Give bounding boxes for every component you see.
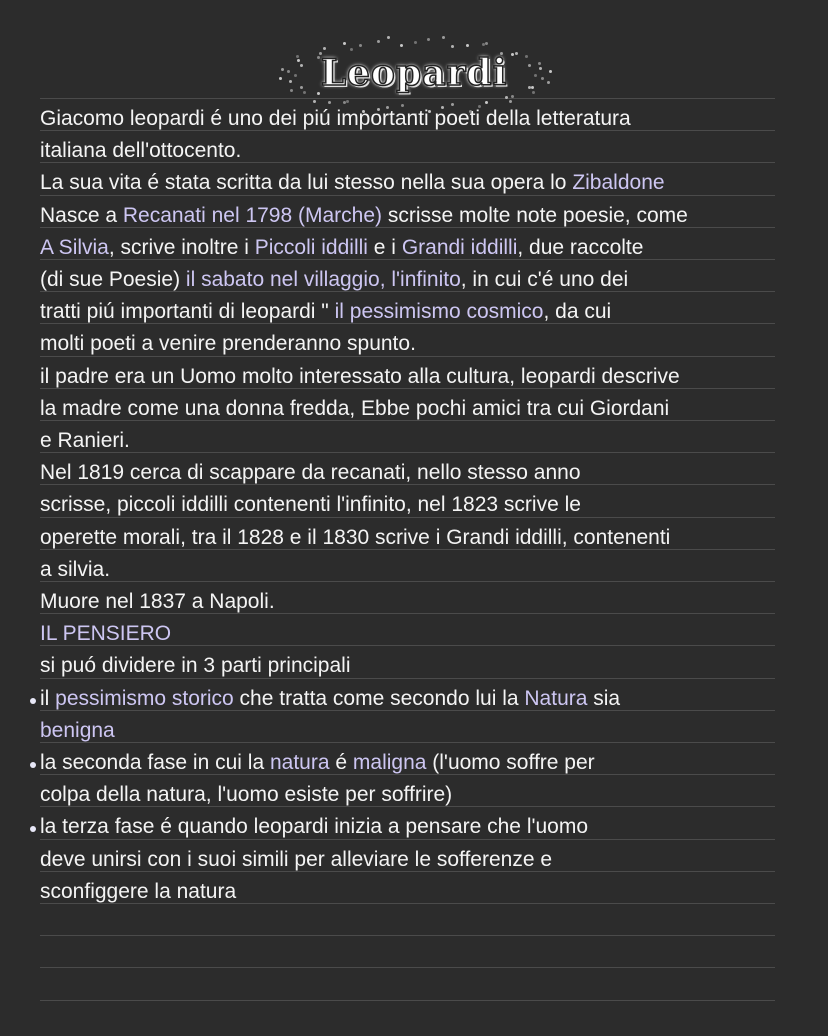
note-line [40,170,665,196]
ruled-line [40,581,775,582]
sparkle-dot [377,40,380,43]
ruled-line [40,935,775,936]
note-line [40,203,688,229]
sparkle-dot [346,100,349,103]
note-line [40,879,236,905]
note-text: , scrive inoltre i [108,235,255,259]
note-text: Nel 1819 cerca di scappare da recanati, nello stesso anno [40,461,581,485]
sparkle-dot [328,101,331,104]
note-text: scrisse molte note poesie, come [382,203,688,227]
sparkle-dot [387,36,390,39]
highlighted-text: Natura [524,686,588,710]
note-line [40,589,275,615]
highlighted-text: benigna [40,718,115,742]
note-text: e Ranieri. [40,429,130,452]
highlighted-text: il pessimismo cosmico [334,300,544,324]
note-line [40,331,416,357]
note-line [40,106,631,132]
sparkle-dot [509,100,512,103]
bullet-icon [30,762,36,768]
note-line [40,750,595,776]
note-text: la madre come una donna fredda, Ebbe pochi amici tra cui Giordani [40,396,670,420]
note-text: Muore nel 1837 a Napoli. [40,590,275,613]
note-line [40,460,581,486]
note-text: molti poeti a venire prenderanno spunto. [40,332,416,356]
sparkle-dot [427,38,430,41]
highlighted-text: IL PENSIERO [40,622,172,646]
note-line [40,492,581,518]
highlighted-text: pessimismo storico [55,686,234,710]
note-text: La sua vita é stata scritta da lui stesso nella sua opera lo [40,171,573,195]
highlighted-text: Piccoli iddilli [254,235,368,259]
note-line [40,847,552,873]
highlighted-text: Grandi iddilli [401,235,518,259]
ruled-line [40,967,775,968]
note-line [40,782,452,808]
note-text: (l'uomo soffre per [426,751,595,774]
note-text: (di sue Poesie) [40,268,186,291]
sparkle-dot [350,48,353,51]
note-text: che tratta come secondo lui la [233,686,525,710]
highlighted-text: Zibaldone [572,171,665,195]
sparkle-dot [414,41,417,44]
note-text: Nasce a [40,203,123,227]
note-text: deve unirsi con i suoi simili per alleviare le sofferenze e [40,847,553,871]
note-text: la terza fase é quando leopardi inizia a pensare che l'uomo [40,815,589,839]
note-line [40,814,588,840]
note-line [40,299,611,325]
sparkle-dot [313,100,316,103]
note-line [40,718,115,744]
highlighted-text: A Silvia [40,235,109,259]
highlighted-text: natura [269,751,330,774]
note-line [40,267,628,293]
note-text: sia [587,686,621,710]
note-text: il [40,686,56,710]
note-text: italiana dell'ottocento. [40,139,242,163]
ruled-line [40,1000,775,1001]
note-line [40,364,680,390]
note-text: Giacomo leopardi é uno dei piú importanti poeti della letteratura [40,107,631,130]
note-text: scrisse, piccoli iddilli contenenti l'infinito, nel 1823 scrive le [40,493,581,517]
note-text: , in cui c'é uno dei [460,268,629,291]
note-text: colpa della natura, l'uomo esiste per soffrire) [40,783,453,807]
note-line [40,653,351,679]
note-line [40,621,171,647]
sparkle-dot [442,36,445,39]
sparkle-dot [400,44,403,47]
sparkle-dot [359,44,362,47]
note-text: tratti piú importanti di leopardi " [40,300,335,324]
bullet-icon [30,698,36,704]
sparkle-dot [451,45,454,48]
note-text: sconfiggere la natura [40,879,237,903]
note-line [40,428,130,454]
note-text: , da cui [543,300,612,324]
sparkle-dot [343,42,346,45]
note-text: a silvia. [40,557,111,581]
sparkle-dot [323,47,326,50]
note-line [40,235,643,261]
note-text: , due raccolte [517,235,644,259]
highlighted-text: il sabato nel villaggio, l'infinito [185,268,461,291]
note-text: si puó dividere in 3 parti principali [40,654,351,678]
bullet-icon [30,826,36,832]
ruled-line [40,452,775,453]
sparkle-dot [485,42,488,45]
note-line [40,525,670,551]
ruled-line [40,742,775,743]
page-title: Leopardi [320,52,508,94]
note-text: la seconda fase in cui la [40,751,270,774]
note-line [40,686,620,712]
note-text: e i [367,235,402,259]
note-text: operette morali, tra il 1828 e il 1830 scrive i Grandi iddilli, contenenti [40,525,671,549]
note-line [40,396,669,422]
note-text: é [329,751,353,774]
note-line [40,138,241,164]
sparkle-dot [466,44,469,47]
note-text: il padre era un Uomo molto interessato alla cultura, leopardi descrive [40,364,680,388]
note-line [40,557,110,583]
highlighted-text: maligna [352,751,427,774]
highlighted-text: Recanati nel 1798 (Marche) [122,203,383,227]
ruled-line [40,98,775,99]
sparkle-dot [485,101,488,104]
